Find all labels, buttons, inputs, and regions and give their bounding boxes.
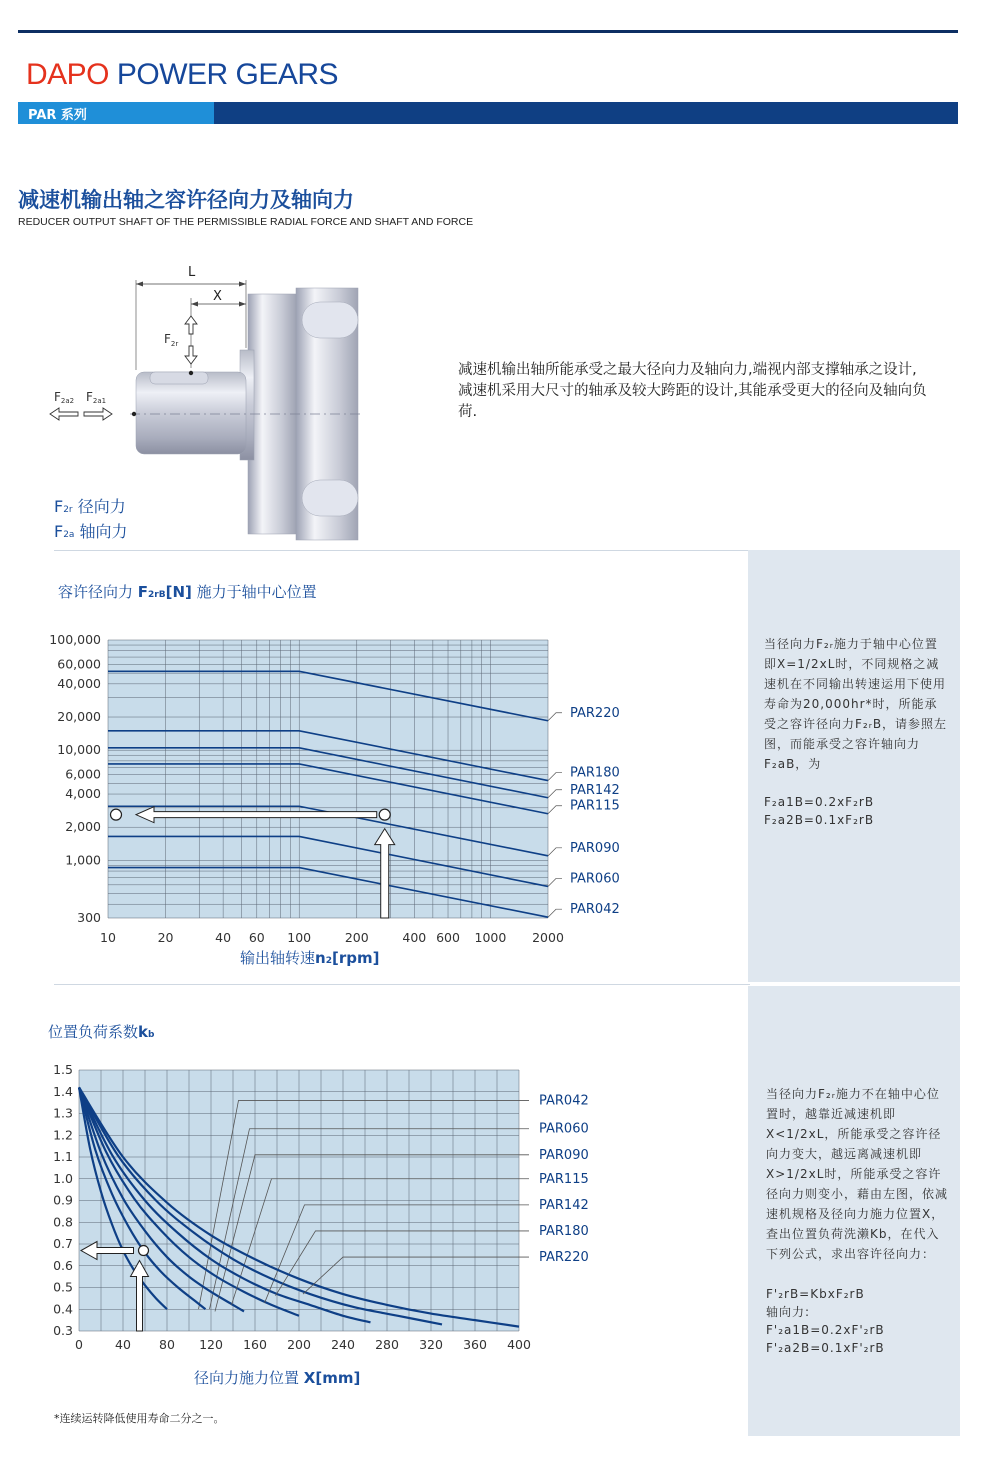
brand-blue-text: POWER GEARS bbox=[109, 58, 339, 91]
chart1-series-label: PAR090 bbox=[570, 840, 620, 856]
chart1-y-tick: 1,000 bbox=[65, 852, 101, 868]
chart1-label-leader bbox=[548, 878, 562, 886]
housing-bore-bottom bbox=[302, 480, 358, 516]
chart2-read-point bbox=[139, 1246, 149, 1256]
chart1-series-label: PAR180 bbox=[570, 765, 620, 781]
chart2-xlabel: 径向力施力位置 X[mm] bbox=[194, 1369, 361, 1387]
label-F2r: $F_{2r}$ bbox=[164, 332, 179, 348]
chart2-series-label: PAR115 bbox=[539, 1171, 589, 1187]
radial-force-chart bbox=[0, 620, 700, 970]
chart1-x-tick: 10 bbox=[100, 930, 116, 945]
chart2-series-label: PAR142 bbox=[539, 1197, 589, 1213]
chart2-x-tick: 240 bbox=[331, 1337, 355, 1352]
chart1-y-tick: 4,000 bbox=[65, 786, 101, 802]
legend-radial: F2r 径向力 bbox=[54, 497, 126, 516]
chart2-x-tick: 160 bbox=[243, 1337, 267, 1352]
footnote: *连续运转降低使用寿命二分之一。 bbox=[54, 1412, 225, 1425]
chart2-series-label: PAR180 bbox=[539, 1223, 589, 1239]
chart2-x-tick: 120 bbox=[199, 1337, 223, 1352]
chart1-y-tick: 10,000 bbox=[57, 742, 101, 758]
chart2-y-tick: 1.2 bbox=[53, 1127, 73, 1143]
top-divider bbox=[18, 30, 958, 33]
chart2-x-tick: 280 bbox=[375, 1337, 399, 1352]
shaft-end-point bbox=[132, 412, 136, 416]
side2-formula-3: F'₂a2B=0.1xF'₂rB bbox=[766, 1341, 885, 1355]
side-formula-1: F₂a1B=0.2xF₂rB bbox=[764, 795, 875, 809]
chart1-x-tick: 60 bbox=[248, 930, 265, 945]
chart2-x-tick: 320 bbox=[419, 1337, 443, 1352]
chart2-x-tick: 360 bbox=[463, 1337, 487, 1352]
chart2-title: 位置负荷系数kb bbox=[48, 1023, 155, 1041]
chart1-y-tick: 2,000 bbox=[65, 819, 101, 835]
chart2-y-tick: 0.3 bbox=[53, 1323, 73, 1338]
chart1-x-tick: 20 bbox=[157, 930, 174, 945]
side2-formula-2: F'₂a1B=0.2xF'₂rB bbox=[766, 1323, 885, 1337]
chart1-x-tick: 40 bbox=[215, 930, 232, 945]
chart1-series-label: PAR142 bbox=[570, 782, 620, 798]
chart1-y-tick: 6,000 bbox=[65, 766, 101, 782]
chart2-y-tick: 0.8 bbox=[53, 1214, 73, 1230]
section-title-cn: 减速机输出轴之容许径向力及轴向力 bbox=[18, 188, 354, 212]
chart1-label-leader bbox=[548, 909, 562, 917]
chart1-x-tick: 600 bbox=[436, 930, 460, 945]
chart1-plot-area bbox=[108, 640, 548, 918]
chart1-label-leader bbox=[548, 806, 562, 814]
chart1-x-tick: 2000 bbox=[532, 930, 564, 945]
section-title-en: REDUCER OUTPUT SHAFT OF THE PERMISSIBLE RADIAL FORCE AND SHAFT AND FORCE bbox=[18, 216, 474, 228]
chart1-y-tick: 40,000 bbox=[57, 675, 101, 691]
side-panel-1 bbox=[748, 550, 960, 982]
chart1-read-point bbox=[379, 809, 390, 820]
chart2-series-label: PAR220 bbox=[539, 1250, 589, 1266]
chart1-title: 容许径向力 F2rB[N] 施力于轴中心位置 bbox=[58, 583, 317, 601]
label-F2a2: F2a2 bbox=[54, 390, 75, 405]
side-formula-2: F₂a2B=0.1xF₂rB bbox=[764, 813, 875, 827]
label-L: L bbox=[188, 265, 196, 280]
series-label: PAR 系列 bbox=[28, 108, 87, 123]
section-divider-2 bbox=[54, 984, 750, 985]
chart2-y-tick: 0.5 bbox=[53, 1279, 73, 1295]
brand-red-text: DAPO bbox=[26, 58, 110, 91]
chart2-y-tick: 1.5 bbox=[53, 1062, 73, 1077]
housing-bore-top bbox=[302, 302, 358, 338]
chart2-y-tick: 1.3 bbox=[53, 1105, 73, 1121]
chart2-x-tick: 200 bbox=[287, 1337, 311, 1352]
chart2-x-tick: 0 bbox=[75, 1337, 83, 1352]
position-factor-chart bbox=[0, 1058, 660, 1358]
chart1-y-tick: 60,000 bbox=[57, 656, 101, 672]
chart2-y-tick: 1.0 bbox=[53, 1170, 73, 1186]
chart1-label-leader bbox=[548, 848, 562, 856]
chart2-y-tick: 0.4 bbox=[53, 1301, 73, 1317]
chart2-series-label: PAR060 bbox=[539, 1121, 589, 1137]
load-point bbox=[189, 371, 193, 375]
chart1-x-tick: 1000 bbox=[474, 930, 507, 945]
side2-formula-1: F'₂rB=KbxF₂rB bbox=[766, 1287, 865, 1301]
side-text-1: 当径向力F₂ᵣ施力于轴中心位置即X=1/2xL时，不同规格之减速机在不同输出转速运用下使用寿命为20,000hr*时，所能承受之容许径向力F₂ᵣB，请参照左图，而能承受之容许轴向力F₂aB，为 bbox=[764, 637, 948, 771]
brand-logo bbox=[26, 58, 338, 92]
chart2-series-label: PAR090 bbox=[539, 1147, 589, 1163]
chart1-label-leader bbox=[548, 790, 562, 798]
intro-paragraph: 减速机输出轴所能承受之最大径向力及轴向力,端视内部支撑轴承之设计,减速机采用大尺寸的轴承及较大跨距的设计,其能承受更大的径向及轴向负荷. bbox=[458, 362, 927, 420]
shaft-key bbox=[150, 372, 208, 384]
chart1-series-label: PAR060 bbox=[570, 871, 620, 887]
chart1-x-tick: 400 bbox=[402, 930, 427, 945]
chart2-y-tick: 1.4 bbox=[53, 1083, 73, 1099]
chart1-y-tick: 100,000 bbox=[49, 632, 101, 647]
chart1-y-tick: 20,000 bbox=[57, 709, 101, 725]
section-divider-1 bbox=[54, 550, 750, 551]
chart1-y-tick: 300 bbox=[77, 910, 101, 925]
chart1-x-tick: 200 bbox=[344, 930, 369, 945]
chart2-x-tick: 400 bbox=[507, 1337, 531, 1352]
side2-axial-label: 轴向力: bbox=[766, 1305, 811, 1319]
label-F2a1: F2a1 bbox=[86, 390, 107, 405]
chart2-y-tick: 0.6 bbox=[53, 1257, 73, 1273]
chart2-y-tick: 1.1 bbox=[53, 1149, 73, 1164]
side-text-2: 当径向力F₂ᵣ施力不在轴中心位置时，越靠近减速机即X<1/2xL，所能承受之容许径向力变大，越远离减速机即X>1/2xL时，所能承受之容许径向力则变小，藉由左图，依减速机规格及径向力施力位置X，查出位置负荷洗濑Kb，在代入下列公式，求出容许径向力： bbox=[766, 1087, 949, 1261]
chart2-y-tick: 0.9 bbox=[53, 1192, 73, 1208]
chart1-x-tick: 100 bbox=[287, 930, 312, 945]
chart1-result-point bbox=[111, 809, 122, 820]
chart2-series-label: PAR042 bbox=[539, 1093, 589, 1109]
chart2-x-tick: 80 bbox=[159, 1337, 175, 1352]
chart1-label-leader bbox=[548, 713, 562, 721]
chart1-label-leader bbox=[548, 773, 562, 781]
chart1-series-label: PAR115 bbox=[570, 798, 620, 814]
chart1-xlabel: 输出轴转速n2[rpm] bbox=[240, 949, 380, 967]
chart1-series-label: PAR220 bbox=[570, 705, 620, 721]
side-panel-2 bbox=[748, 986, 960, 1436]
legend-axial: F2a 轴向力 bbox=[54, 522, 128, 541]
chart1-series-label: PAR042 bbox=[570, 902, 620, 918]
chart2-y-tick: 0.7 bbox=[53, 1236, 73, 1251]
axial-force-arrows bbox=[50, 408, 112, 420]
chart2-x-tick: 40 bbox=[115, 1337, 131, 1352]
output-shaft bbox=[136, 372, 246, 454]
label-X: X bbox=[213, 289, 222, 304]
